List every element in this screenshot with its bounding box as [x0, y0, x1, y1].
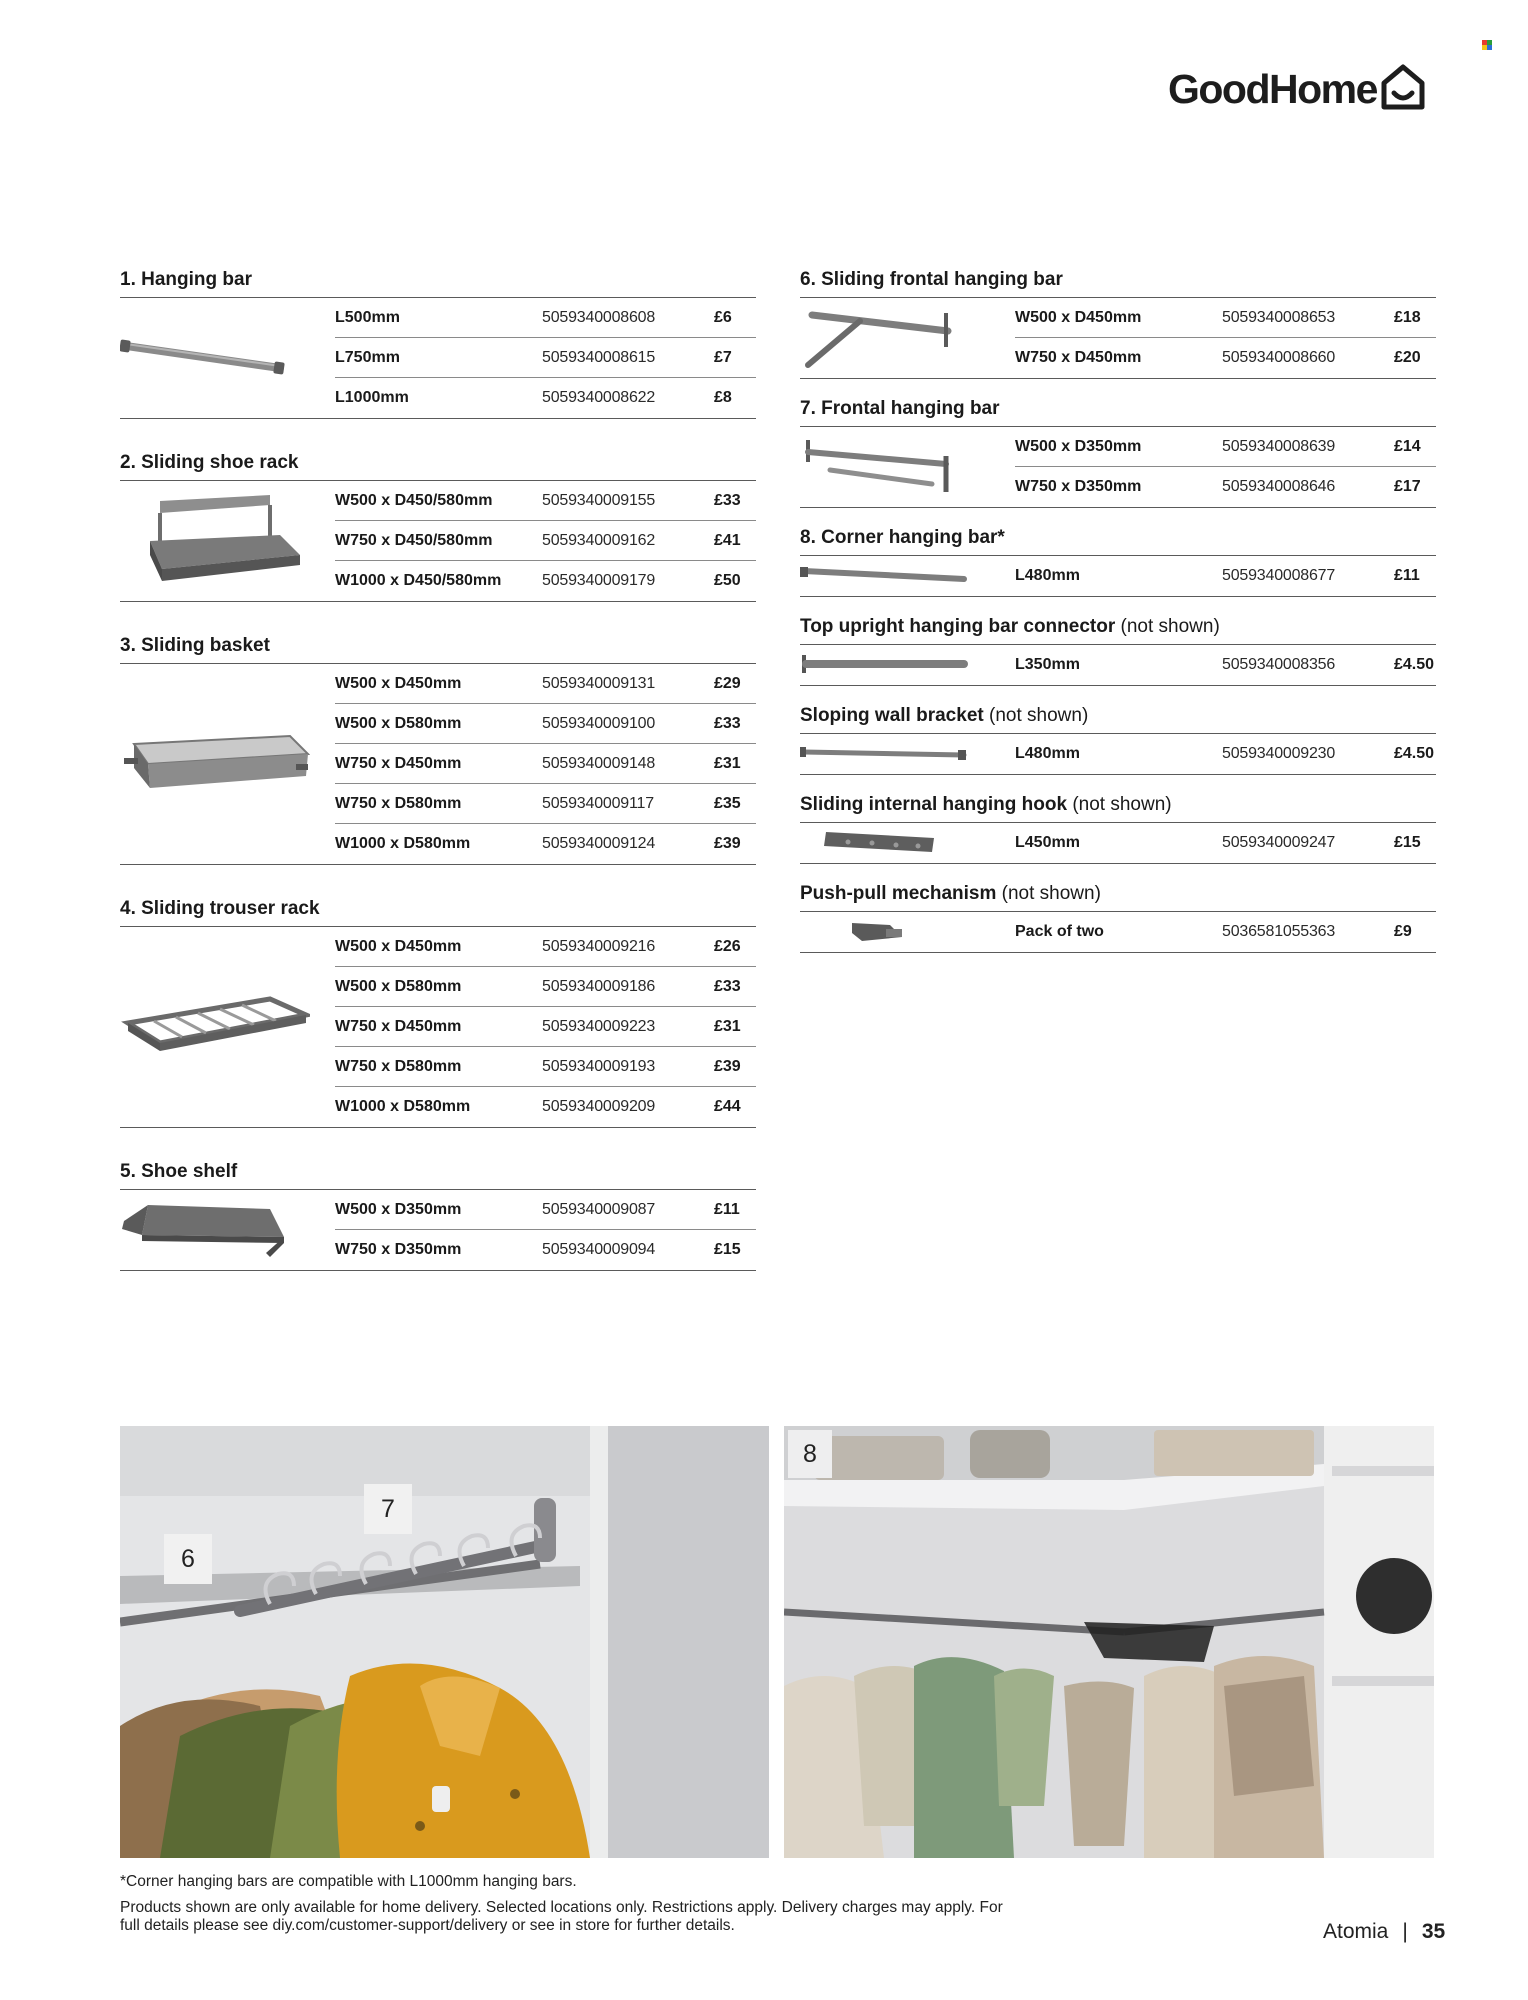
left-product-column — [120, 268, 756, 1271]
table-row: L500mm 5059340008608 £6 — [335, 298, 756, 338]
footnote-corner-bars: *Corner hanging bars are compatible with L1000mm hanging bars. — [120, 1873, 577, 1890]
callout-tag: 6 — [164, 1534, 212, 1584]
table-row: W500 x D350mm 5059340009087 £11 — [335, 1190, 756, 1230]
section-title: 3. Sliding basket — [120, 634, 756, 664]
table-row: L350mm 5059340008356 £4.50 — [1015, 656, 1435, 673]
table-row: W500 x D450mm 5059340008653 £18 — [1015, 298, 1436, 338]
section-title: Sloping wall bracket (not shown) — [800, 704, 1436, 734]
table-row: W500 x D580mm 5059340009186 £33 — [335, 967, 756, 1007]
wardrobe-photo-corner-bar — [784, 1426, 1434, 1858]
wardrobe-scene-image — [120, 1426, 769, 1858]
section-title: Top upright hanging bar connector (not shown) — [800, 615, 1436, 645]
range-name: Atomia — [1323, 1920, 1389, 1943]
table-row: W500 x D450mm 5059340009131 £29 — [335, 664, 756, 704]
table-row: W750 x D580mm 5059340009193 £39 — [335, 1047, 756, 1087]
logo-text: GoodHome — [1168, 66, 1377, 112]
section-shoe-shelf — [120, 1160, 756, 1271]
frontal-bar-image — [800, 427, 1005, 507]
section-top-upright-connector — [800, 615, 1436, 686]
table-row: W1000 x D580mm 5059340009124 £39 — [335, 835, 741, 852]
section-title: 1. Hanging bar — [120, 268, 756, 298]
section-title: Push-pull mechanism (not shown) — [800, 882, 1436, 912]
section-body — [800, 556, 1436, 597]
section-body — [800, 823, 1436, 864]
section-sloping-wall-bracket — [800, 704, 1436, 775]
section-body — [120, 664, 756, 865]
section-title: 5. Shoe shelf — [120, 1160, 756, 1190]
section-sliding-frontal-hanging-bar — [800, 268, 1436, 379]
right-product-column — [800, 268, 1436, 953]
section-hanging-bar — [120, 268, 756, 419]
table-row: W1000 x D450/580mm 5059340009179 £50 — [335, 572, 741, 589]
footer-separator: | — [1402, 1920, 1408, 1943]
section-body — [800, 912, 1436, 953]
table-row: W750 x D450mm 5059340009223 £31 — [335, 1007, 756, 1047]
section-body — [120, 1190, 756, 1271]
section-title: Sliding internal hanging hook (not shown) — [800, 793, 1436, 823]
table-row: W500 x D450/580mm 5059340009155 £33 — [335, 481, 756, 521]
goodhome-logo — [1168, 66, 1426, 113]
table-row: Pack of two 5036581055363 £9 — [1015, 923, 1412, 940]
table-row: W750 x D450mm 5059340008660 £20 — [1015, 349, 1421, 366]
section-body — [800, 645, 1436, 686]
callout-tag: 8 — [788, 1430, 832, 1478]
page-footer — [1323, 1920, 1445, 1944]
section-title: 7. Frontal hanging bar — [800, 397, 1436, 427]
section-title: 4. Sliding trouser rack — [120, 897, 756, 927]
footnotes — [120, 1873, 1020, 1935]
hanging-bar-image — [120, 298, 325, 418]
shoe-shelf-image — [120, 1190, 325, 1270]
table-row: L750mm 5059340008615 £7 — [335, 338, 756, 378]
table-row: W750 x D450mm 5059340009148 £31 — [335, 744, 756, 784]
section-title: 6. Sliding frontal hanging bar — [800, 268, 1436, 298]
house-smile-icon — [1380, 63, 1426, 111]
section-sliding-internal-hook — [800, 793, 1436, 864]
footnote-delivery: Products shown are only available for home delivery. Selected locations only. Restrictions apply. Delivery charges may apply. For full details please see diy.com/customer-support/delivery or see in store for further details. — [120, 1899, 1003, 1934]
hanging-hook-image — [800, 823, 1005, 863]
table-row: W750 x D350mm 5059340008646 £17 — [1015, 478, 1421, 495]
table-row: L480mm 5059340008677 £11 — [1015, 567, 1420, 584]
connector-image — [800, 645, 1005, 685]
callout-tag: 7 — [364, 1484, 412, 1534]
basket-image — [120, 664, 325, 864]
wall-bracket-image — [800, 734, 1005, 774]
table-row: L450mm 5059340009247 £15 — [1015, 834, 1421, 851]
table-row: W750 x D350mm 5059340009094 £15 — [335, 1241, 741, 1258]
section-body — [120, 298, 756, 419]
push-pull-image — [800, 912, 1005, 952]
table-row: W750 x D580mm 5059340009117 £35 — [335, 784, 756, 824]
shoe-rack-image — [120, 481, 325, 601]
section-sliding-shoe-rack — [120, 451, 756, 602]
section-corner-hanging-bar — [800, 526, 1436, 597]
table-row: W500 x D450mm 5059340009216 £26 — [335, 927, 756, 967]
table-row: W750 x D450/580mm 5059340009162 £41 — [335, 521, 756, 561]
table-row: L480mm 5059340009230 £4.50 — [1015, 745, 1435, 762]
sliding-frontal-bar-image — [800, 298, 1005, 378]
corner-bar-image — [800, 556, 1005, 596]
color-mark-icon — [1482, 40, 1492, 50]
section-title: 8. Corner hanging bar* — [800, 526, 1436, 556]
table-row: W500 x D580mm 5059340009100 £33 — [335, 704, 756, 744]
wardrobe-photo-frontal-bars — [120, 1426, 769, 1858]
page-number: 35 — [1421, 1920, 1446, 1943]
trouser-rack-image — [120, 927, 325, 1127]
section-body — [120, 927, 756, 1128]
table-row: W500 x D350mm 5059340008639 £14 — [1015, 427, 1436, 467]
section-body — [800, 427, 1436, 508]
section-sliding-basket — [120, 634, 756, 865]
section-sliding-trouser-rack — [120, 897, 756, 1128]
section-body — [800, 734, 1436, 775]
section-body — [800, 298, 1436, 379]
corner-wardrobe-scene-image — [784, 1426, 1434, 1858]
table-row: W1000 x D580mm 5059340009209 £44 — [335, 1098, 741, 1115]
section-title: 2. Sliding shoe rack — [120, 451, 756, 481]
section-frontal-hanging-bar — [800, 397, 1436, 508]
section-push-pull-mechanism — [800, 882, 1436, 953]
table-row: L1000mm 5059340008622 £8 — [335, 389, 732, 406]
section-body — [120, 481, 756, 602]
